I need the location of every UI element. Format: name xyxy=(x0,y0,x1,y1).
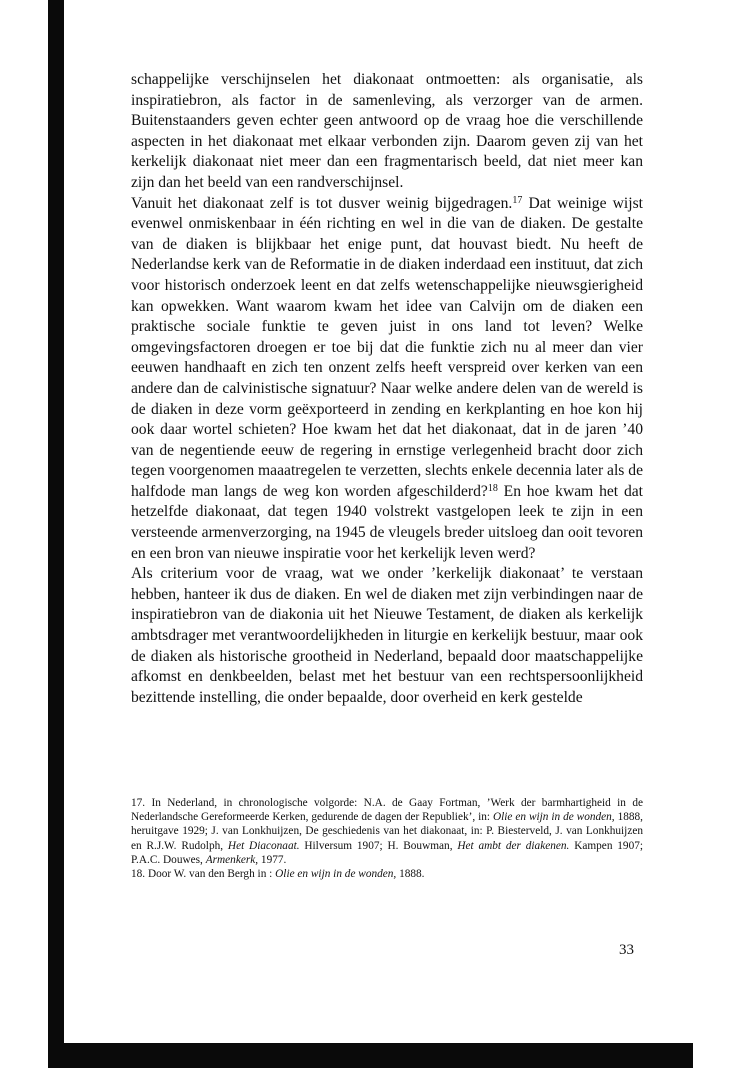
text-run: Vanuit het diakonaat zelf is tot dusver weinig bijgedragen. xyxy=(131,194,513,212)
text-run: Kampen 1907; P.A.C. Douwes, xyxy=(131,839,644,866)
text-run: 1977. xyxy=(258,853,287,866)
text-run: 18. Door W. van den Bergh in : xyxy=(131,868,276,881)
text-run: schappelijke verschijnselen het diakonaat ontmoetten: als organisatie, als inspiratiebron, als factor in de samenleving, als verzorger van de armen. Buitenstaanders geven echter geen antwoord op de vraag hoe die verschillende aspecten in het diakonaat met elkaar verbonden zijn. Daarom geven zij van het kerkelijk diakonaat niet meer dan een fragmentarisch beeld, dat niet meer kan zijn dan het beeld van een randverschijnsel. xyxy=(131,71,643,191)
italic-title: Het ambt der diakenen. xyxy=(457,839,570,852)
text-run: Als criterium voor de vraag, wat we onder ’kerkelijk diakonaat’ te verstaan hebben, hanteer ik dus de diaken. En wel de diaken met zijn verbindingen naar de inspiratiebron van de diakonia uit het Nieuwe Testament, de diaken als kerkelijk ambtsdrager met verantwoordelijkheden in liturgie en kerkelijk bestuur, maar ook de diaken als historische grootheid in Nederland, bepaald door maatschappelijke afkomst en denkbeelden, belast met het bestuur van een rechtspersoonlijkheid bezittende instelling, die onder bepaalde, door overheid en kerk gestelde xyxy=(131,565,643,706)
text-run: Dat weinige wijst evenwel onmiskenbaar in één richting en wel in die van de diaken. De gestalte van de diaken is blijkbaar het enige punt, dat houvast biedt. Nu heeft de Nederlandse kerk van de Reformatie in de diaken inderdaad een instituut, dat zich voor historisch onderzoek leent en dat zelfs wetenschappelijke nieuwsgierigheid kan opwekken. Want waarom kwam het idee van Calvijn om de diaken een praktische sociale funktie te geven juist in ons land tot leven? Welke omgevingsfactoren droegen er toe bij dat die funktie zich nu al meer dan vier eeuwen handhaaft en zich ten onzent zelfs heeft verspreid over kerken van een andere dan de calvinistische signatuur? Naar welke andere delen van de wereld is de diaken in deze vorm geëxporteerd in zending en kerkplanting en hoe kon hij ook daar wortel schieten? Hoe kwam het dat het diakonaat, dat in de jaren ’40 van de negentiende eeuw de regering in ernstige verlegenheid bracht door zich tegen voorgenomen maaatregelen te verzetten, slechts enkele decennia later als de halfdode man langs de weg kon worden afgeschilderd? xyxy=(131,194,643,500)
italic-title: Het Diaconaat. xyxy=(227,839,300,852)
text-run: 1888. xyxy=(396,868,425,881)
footnotes xyxy=(131,796,643,881)
text-run: 1888, heruitgave 1929; J. van Lonkhuijzen, De geschiedenis van het diakonaat, in: P. Biesterveld, J. van Lonkhuijzen en R.J.W. Rudolph, xyxy=(131,811,643,852)
text-run: 17. In Nederland, in chronologische volgorde: N.A. de Gaay Fortman, ’Werk der barmhartigheid in de Nederlandsche Gereformeerde Kerken, gedurende de dagen der Republiek’, in: xyxy=(131,797,643,824)
paragraph-3 xyxy=(131,564,643,708)
text-run: En hoe kwam het dat hetzelfde diakonaat, dat tegen 1940 volstrekt vastgelopen leek te zijn in een versteende armenverzorging, na 1945 de vleugels breder uitsloeg dan ooit tevoren en een bron van nieuwe inspiratie voor het kerkelijk leven werd? xyxy=(131,482,643,562)
page-number: 33 xyxy=(619,942,634,958)
text-run: Hilversum 1907; H. Bouwman, xyxy=(299,839,458,852)
main-text xyxy=(131,70,643,708)
italic-title: Olie en wijn in de wonden, xyxy=(275,868,397,881)
footnote-ref: 18 xyxy=(487,482,498,494)
footnote-17 xyxy=(131,796,643,867)
scan-bottom-edge xyxy=(48,1043,693,1068)
footnote-18 xyxy=(131,867,643,881)
paragraph-2 xyxy=(131,194,643,565)
italic-title: Olie en wijn in de wonden, xyxy=(492,811,615,824)
footnote-ref: 17 xyxy=(512,194,523,206)
paragraph-1 xyxy=(131,70,643,194)
italic-title: Armenkerk, xyxy=(205,853,259,866)
scan-left-edge xyxy=(48,0,64,1068)
